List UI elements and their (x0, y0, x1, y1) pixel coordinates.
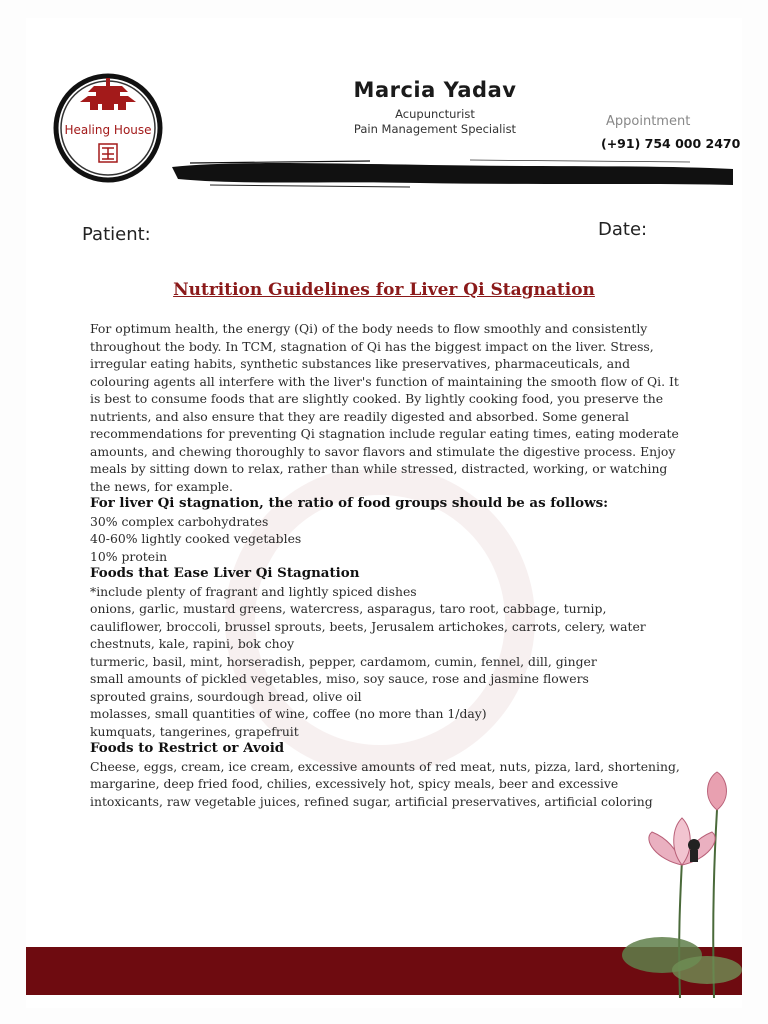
ease-item: molasses, small quantities of wine, coffee (no more than 1/day) (90, 706, 487, 721)
avoid-heading: Foods to Restrict or Avoid (90, 740, 285, 756)
ease-item: small amounts of pickled vegetables, miso, soy sauce, rose and jasmine flowers (90, 671, 589, 686)
ease-item: *include plenty of fragrant and lightly spiced dishes (90, 583, 417, 599)
healing-house-logo (52, 68, 164, 188)
pagoda-icon (80, 78, 136, 110)
doctor-role: Acupuncturist (395, 107, 475, 121)
appointment-phone: (+91) 754 000 2470 (601, 136, 741, 151)
intro-paragraph: For optimum health, the energy (Qi) of the body needs to flow smoothly and consistently throughout the body. In TCM, stagnation of Qi has the biggest impact on the liver. Stress, irregular eating habits, synthetic substances like preservatives, pharmaceuticals, and colouring agents all interfere with the liver's function of maintaining the smooth flow of Qi. It is best to consume foods that are slightly cooked. By lightly cooking food, you preserve the nutrients, and also ensure that they are readily digested and absorbed. Some general recommendations for preventing Qi stagnation include regular eating times, eating moderate amounts, and chewing thoroughly to savor flavors and stimulate the digestive process. Enjoy meals by sitting down to relax, rather than while stressed, distracted, working, or watching the news, for example. (90, 321, 679, 494)
appointment-label: Appointment (606, 114, 691, 129)
document-title: Nutrition Guidelines for Liver Qi Stagnation (173, 280, 595, 300)
brush-stroke-divider (170, 155, 735, 191)
ease-item: turmeric, basil, mint, horseradish, pepper, cardamom, cumin, fennel, dill, ginger (90, 653, 597, 669)
ratio-item: 40-60% lightly cooked vegetables (90, 531, 302, 546)
doctor-name: Marcia Yadav (353, 78, 517, 102)
avoid-paragraph: Cheese, eggs, cream, ice cream, excessive amounts of red meat, nuts, pizza, lard, shortening, margarine, deep fried food, chilies, excessively hot, spicy meals, beer and excessive intoxicants, raw vegetable juices, refined sugar, artificial preservatives, artificial coloring (90, 758, 680, 809)
ease-item: onions, garlic, mustard greens, watercress, asparagus, taro root, cabbage, turnip, cauliflower, broccoli, brussel sprouts, beets, Jerusalem artichokes, carrots, celery, water chestnuts, kale, rapini, bok choy (90, 601, 646, 651)
ratio-item: 10% protein (90, 548, 168, 564)
ease-item: kumquats, tangerines, grapefruit (90, 723, 299, 739)
ratio-item: 30% complex carbohydrates (90, 513, 269, 529)
doctor-role: Pain Management Specialist (353, 122, 517, 136)
seal-icon (99, 144, 117, 162)
document-body (90, 320, 690, 810)
lotus-flower-illustration (622, 770, 742, 998)
ratio-heading: For liver Qi stagnation, the ratio of food groups should be as follows: (90, 495, 609, 511)
ease-item: sprouted grains, sourdough bread, olive oil (90, 688, 362, 704)
date-label: Date: (598, 219, 648, 240)
ease-heading: Foods that Ease Liver Qi Stagnation (90, 565, 360, 581)
patient-label: Patient: (82, 224, 151, 245)
logo-text: Healing House (64, 123, 152, 137)
